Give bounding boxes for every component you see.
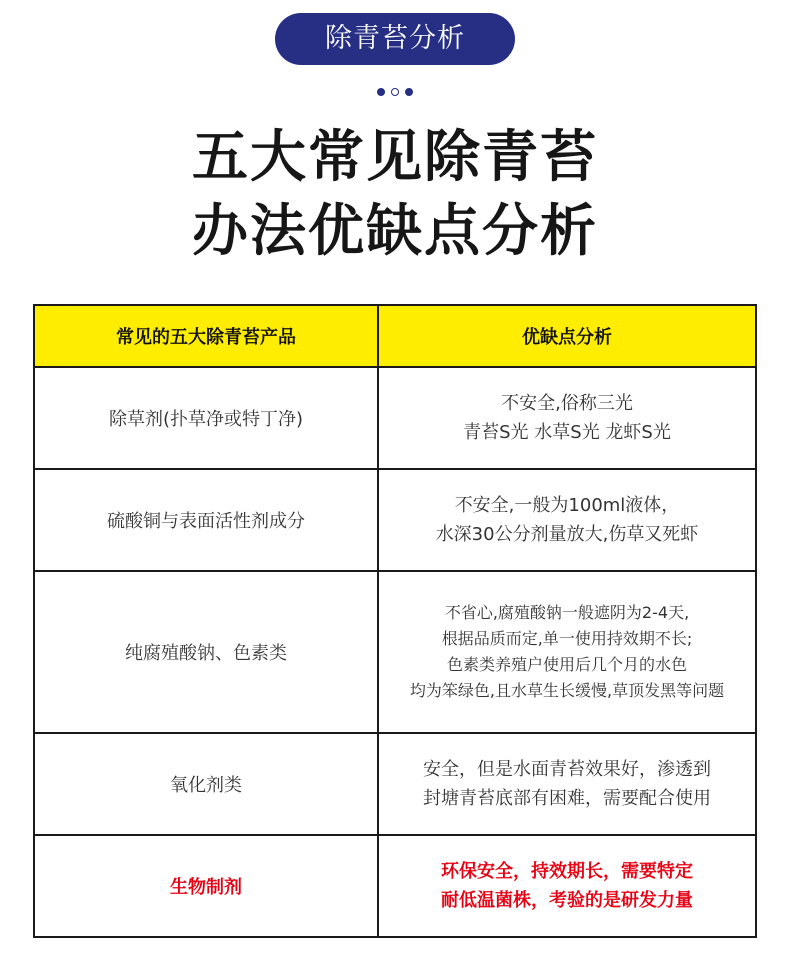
table-row	[34, 469, 756, 571]
analysis-line: 青苔S光 水草S光 龙虾S光	[463, 422, 671, 443]
analysis-line: 环保安全，持效期长，需要特定	[441, 861, 693, 882]
analysis-cell	[378, 733, 756, 835]
column-header-analysis: 优缺点分析	[378, 305, 756, 367]
dot-filled-icon	[377, 88, 385, 96]
table-row-highlight	[34, 835, 756, 937]
table-row	[34, 733, 756, 835]
page-title-line1: 五大常见除青苔	[192, 125, 598, 190]
analysis-line: 安全，但是水面青苔效果好，渗透到	[423, 759, 711, 780]
section-badge: 除青苔分析	[275, 13, 515, 65]
analysis-line: 封塘青苔底部有困难，需要配合使用	[423, 788, 711, 809]
table-header-row	[34, 305, 756, 367]
analysis-line: 不安全,一般为100ml液体，	[454, 495, 680, 516]
analysis-line: 根据品质而定,单一使用持效期不长;	[441, 629, 693, 648]
analysis-cell	[378, 367, 756, 469]
analysis-line: 不安全,俗称三光	[501, 393, 633, 414]
analysis-line: 不省心,腐殖酸钠一般遮阴为2-4天,	[444, 603, 690, 622]
column-header-product: 常见的五大除青苔产品	[34, 305, 378, 367]
product-cell: 氧化剂类	[34, 733, 378, 835]
product-cell: 除草剂(扑草净或特丁净)	[34, 367, 378, 469]
product-cell-highlight: 生物制剂	[34, 835, 378, 937]
table-row	[34, 367, 756, 469]
table-row	[34, 571, 756, 733]
page-title-line2: 办法优缺点分析	[192, 199, 598, 264]
product-cell: 纯腐殖酸钠、色素类	[34, 571, 378, 733]
analysis-line: 色素类养殖户使用后几个月的水色	[446, 655, 687, 674]
analysis-cell	[378, 469, 756, 571]
analysis-cell-highlight	[378, 835, 756, 937]
analysis-line: 均为笨绿色,且水草生长缓慢,草顶发黑等问题	[409, 681, 725, 700]
dot-empty-icon	[391, 88, 399, 96]
dot-filled-icon	[405, 88, 413, 96]
analysis-cell	[378, 571, 756, 733]
pagination-dots	[0, 88, 790, 100]
analysis-line: 耐低温菌株，考验的是研发力量	[441, 890, 693, 911]
product-cell: 硫酸铜与表面活性剂成分	[34, 469, 378, 571]
comparison-table	[33, 304, 757, 938]
analysis-line: 水深30公分剂量放大,伤草又死虾	[435, 524, 699, 545]
